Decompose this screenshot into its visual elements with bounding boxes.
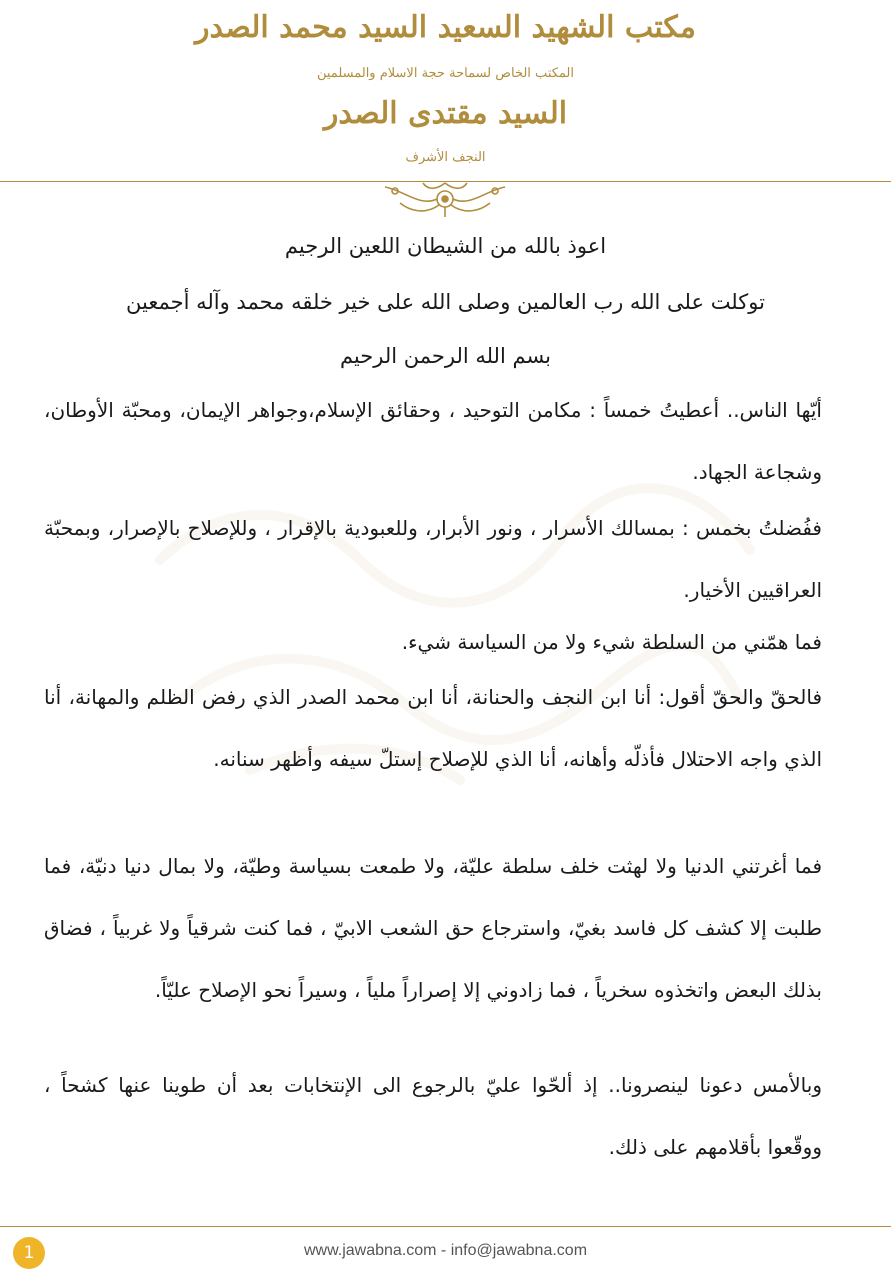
paragraph-4: فالحقّ والحقّ أقول: أنا ابن النجف والحنانة، أنا ابن محمد الصدر الذي رفض الظلم والمهانة، أنا الذي واجه الاحتلال فأذلّه وأهانه، أنا الذي للإصلاح إستلّ سيفه وأظهر سنانه. bbox=[44, 685, 822, 771]
opening-line-3: بسم الله الرحمن الرحيم bbox=[339, 344, 552, 368]
ornament-icon bbox=[365, 181, 525, 219]
letterhead bbox=[0, 0, 891, 180]
person-name: السيد مقتدى الصدر bbox=[323, 96, 568, 131]
paragraph-6: وبالأمس دعونا لينصرونا.. إذ ألحّوا عليّ بالرجوع الى الإنتخابات بعد أن طوينا عنها كشحاً ، ووقّعوا بأقلامهم على ذلك. bbox=[44, 1073, 822, 1159]
city-name: النجف الأشرف bbox=[405, 150, 486, 165]
paragraph-1: أيّها الناس.. أعطيتُ خمساً : مكامن التوحيد ، وحقائق الإسلام،وجواهر الإيمان، ومحبّة الأوطان، وشجاعة الجهاد. bbox=[44, 398, 822, 484]
page-number-badge: 1 bbox=[13, 1237, 45, 1269]
paragraph-3: فما همّني من السلطة شيء ولا من السياسة شيء. bbox=[401, 630, 822, 654]
office-subtitle: المكتب الخاص لسماحة حجة الاسلام والمسلمين bbox=[316, 66, 575, 81]
paragraph-5: فما أغرتني الدنيا ولا لهثت خلف سلطة عليّة، ولا طمعت بسياسة وطيّة، ولا بمال دنيا دنيّة، فما طلبت إلا كشف كل فاسد بغيّ، واسترجاع حق الشعب الابيّ ، فما كنت شرقياً ولا غربياً ، فضاق بذلك البعض واتخذوه سخرياً ، فما زادوني إلا إصراراً ملياً ، وسيراً نحو الإصلاح عليّاً. bbox=[44, 854, 822, 1002]
footer-divider bbox=[0, 1226, 891, 1227]
opening-line-1: اعوذ بالله من الشيطان اللعين الرجيم bbox=[284, 234, 607, 258]
footer-contact: www.jawabna.com - info@jawabna.com bbox=[303, 1242, 588, 1259]
office-title: مكتب الشهيد السعيد السيد محمد الصدر bbox=[194, 10, 697, 45]
paragraph-2: ففُضلتُ بخمس : بمسالك الأسرار ، ونور الأبرار، وللعبودية بالإقرار ، وللإصلاح بالإصرار، وبمحبّة العراقيين الأخيار. bbox=[44, 516, 822, 602]
opening-line-2: توكلت على الله رب العالمين وصلى الله على خير خلقه محمد وآله أجمعين bbox=[126, 290, 765, 314]
